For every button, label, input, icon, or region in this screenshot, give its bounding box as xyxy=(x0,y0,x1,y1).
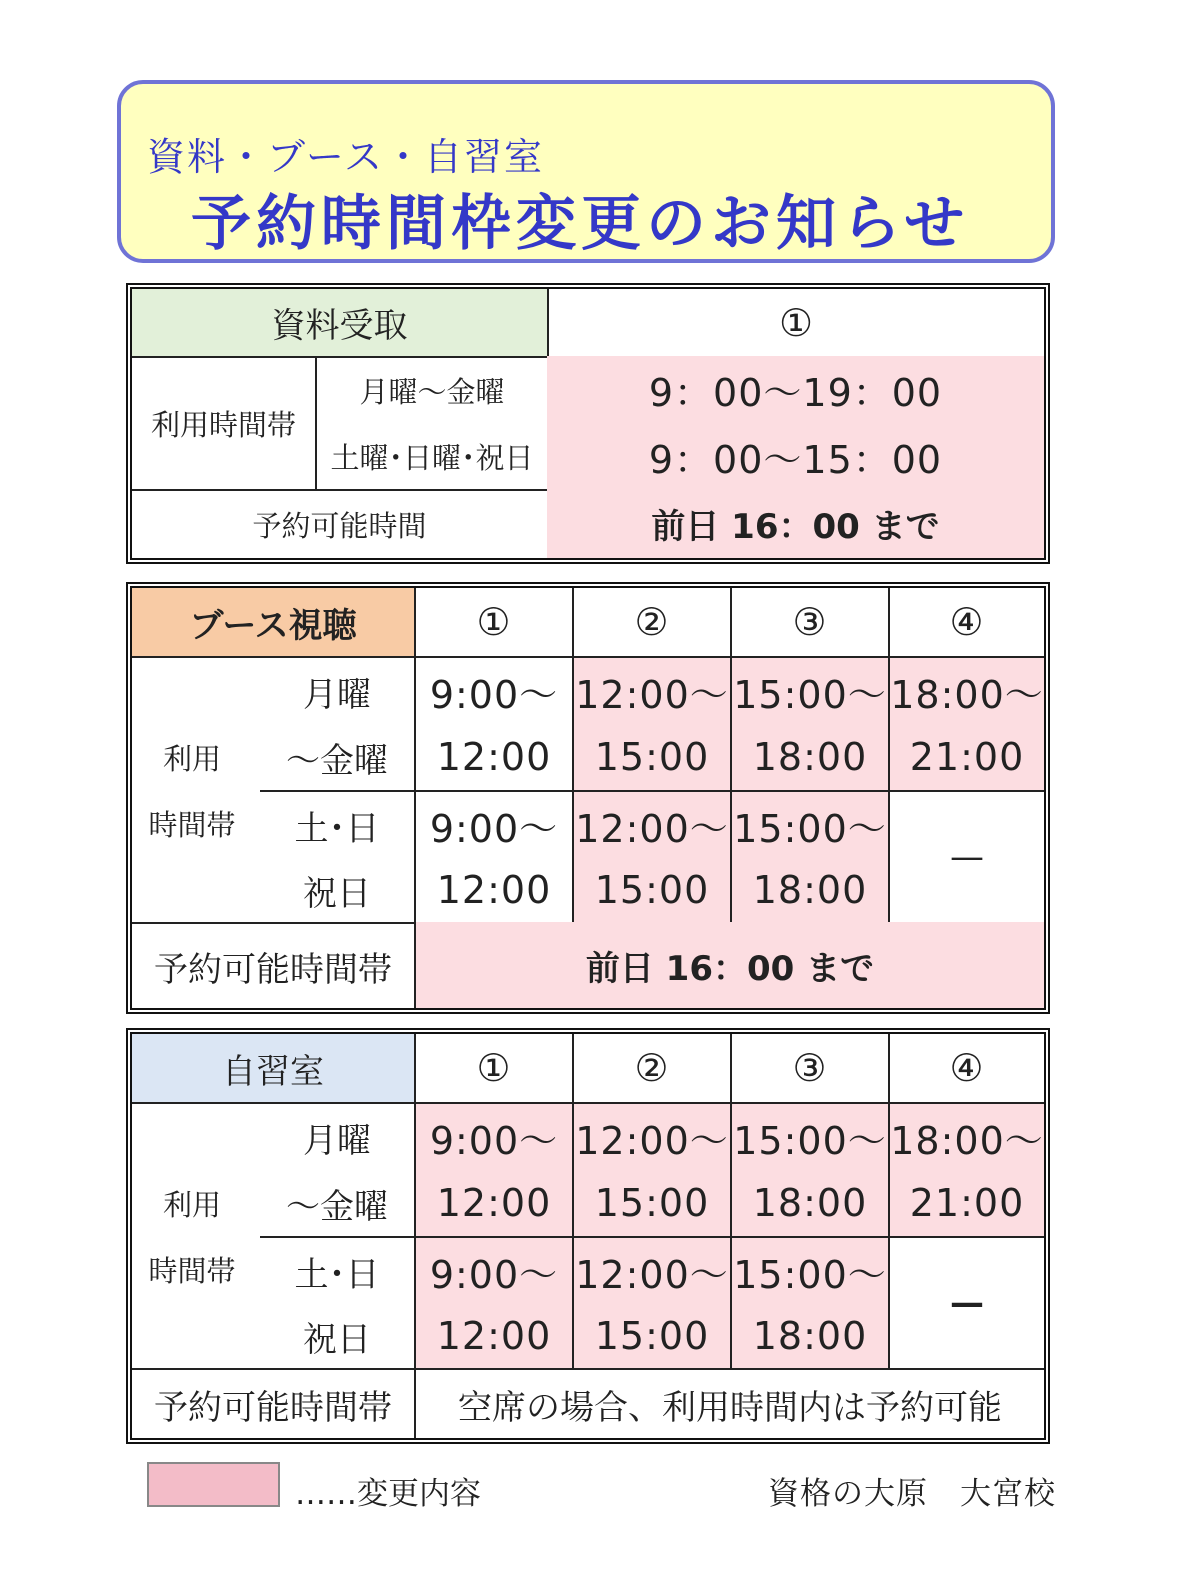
booth-slot-2: ② xyxy=(572,588,730,656)
study-weekday-label-1: 月曜 xyxy=(303,1120,371,1161)
study-weekday-label-2: ～金曜 xyxy=(286,1186,388,1227)
study-slot-4: ④ xyxy=(888,1034,1044,1102)
booth-weekday-1-end: 12:00 xyxy=(414,724,572,790)
booth-weekend-label-2: 祝日 xyxy=(303,873,371,914)
booth-weekday-4-end: 21:00 xyxy=(888,724,1044,790)
booth-weekday-4-start: 18:00～ xyxy=(888,656,1044,724)
study-weekend-4-dash: — xyxy=(888,1236,1044,1368)
booth-reserve-value: 前日 16：00 まで xyxy=(414,922,1044,1008)
booth-weekday-1-start: 9:00～ xyxy=(414,656,572,724)
study-slot-3: ③ xyxy=(730,1034,888,1102)
study-weekend-1-start: 9:00～ xyxy=(414,1236,572,1304)
booth-name: ブース視聴 xyxy=(132,588,414,656)
study-weekday-2-start: 12:00～ xyxy=(572,1102,730,1170)
study-weekend-3-start: 15:00～ xyxy=(730,1236,888,1304)
legend-text: ……変更内容 xyxy=(295,1476,481,1512)
notice-subtitle: 資料・ブース・自習室 xyxy=(147,135,544,179)
study-slot-1: ① xyxy=(414,1034,572,1102)
notice-header xyxy=(117,80,1055,263)
booth-weekend-3-start: 15:00～ xyxy=(730,790,888,858)
study-slot-2: ② xyxy=(572,1034,730,1102)
study-usage-label-2: 時間帯 xyxy=(148,1253,236,1288)
study-weekday-4-start: 18:00～ xyxy=(888,1102,1044,1170)
school-name: 資格の大原 大宮校 xyxy=(768,1476,1056,1512)
booth-slot-4: ④ xyxy=(888,588,1044,656)
booth-weekday-label-2: ～金曜 xyxy=(286,740,388,781)
booth-weekend-1-end: 12:00 xyxy=(414,858,572,922)
booth-weekday-2-start: 12:00～ xyxy=(572,656,730,724)
booth-weekend-4-dash: — xyxy=(888,790,1044,922)
materials-weekend-time: 9：00～15：00 xyxy=(547,423,1044,489)
materials-weekday-time: 9：00～19：00 xyxy=(547,356,1044,423)
booth-weekend-label-1: 土･日 xyxy=(294,808,380,849)
booth-weekend-1-start: 9:00～ xyxy=(414,790,572,858)
materials-table xyxy=(126,283,1050,564)
booth-usage-label-2: 時間帯 xyxy=(148,807,236,842)
study-weekend-label-2: 祝日 xyxy=(303,1319,371,1360)
booth-slot-3: ③ xyxy=(730,588,888,656)
study-weekend-label-1: 土･日 xyxy=(294,1254,380,1295)
materials-reserve-label: 予約可能時間 xyxy=(132,489,547,558)
booth-weekend-2-end: 15:00 xyxy=(572,858,730,922)
study-weekend-2-start: 12:00～ xyxy=(572,1236,730,1304)
booth-weekday-2-end: 15:00 xyxy=(572,724,730,790)
materials-slot-1: ① xyxy=(547,289,1044,356)
notice-title: 予約時間枠変更のお知らせ xyxy=(191,189,970,259)
materials-reserve-value: 前日 16：00 まで xyxy=(547,489,1044,558)
study-reserve-value: 空席の場合、利用時間内は予約可能 xyxy=(414,1368,1044,1438)
study-table xyxy=(126,1028,1050,1444)
study-weekday-1-end: 12:00 xyxy=(414,1170,572,1236)
booth-weekend-2-start: 12:00～ xyxy=(572,790,730,858)
study-weekday-4-end: 21:00 xyxy=(888,1170,1044,1236)
materials-weekday-label: 月曜～金曜 xyxy=(315,356,547,423)
study-name: 自習室 xyxy=(132,1034,414,1102)
study-reserve-label: 予約可能時間帯 xyxy=(132,1368,414,1438)
materials-usage-label: 利用時間帯 xyxy=(132,356,315,489)
study-weekend-3-end: 18:00 xyxy=(730,1304,888,1368)
study-weekend-1-end: 12:00 xyxy=(414,1304,572,1368)
study-weekday-1-start: 9:00～ xyxy=(414,1102,572,1170)
booth-weekday-label-1: 月曜 xyxy=(303,674,371,715)
materials-name: 資料受取 xyxy=(132,289,547,356)
materials-weekend-label: 土曜･日曜･祝日 xyxy=(315,423,547,489)
study-usage-label-1: 利用 xyxy=(162,1187,221,1222)
legend-swatch xyxy=(147,1462,280,1507)
study-weekday-2-end: 15:00 xyxy=(572,1170,730,1236)
study-weekday-3-end: 18:00 xyxy=(730,1170,888,1236)
booth-table xyxy=(126,582,1050,1014)
booth-weekend-3-end: 18:00 xyxy=(730,858,888,922)
booth-weekday-3-start: 15:00～ xyxy=(730,656,888,724)
booth-reserve-label: 予約可能時間帯 xyxy=(132,922,414,1008)
study-weekday-3-start: 15:00～ xyxy=(730,1102,888,1170)
booth-slot-1: ① xyxy=(414,588,572,656)
study-weekend-2-end: 15:00 xyxy=(572,1304,730,1368)
booth-usage-label-1: 利用 xyxy=(162,741,221,776)
booth-weekday-3-end: 18:00 xyxy=(730,724,888,790)
